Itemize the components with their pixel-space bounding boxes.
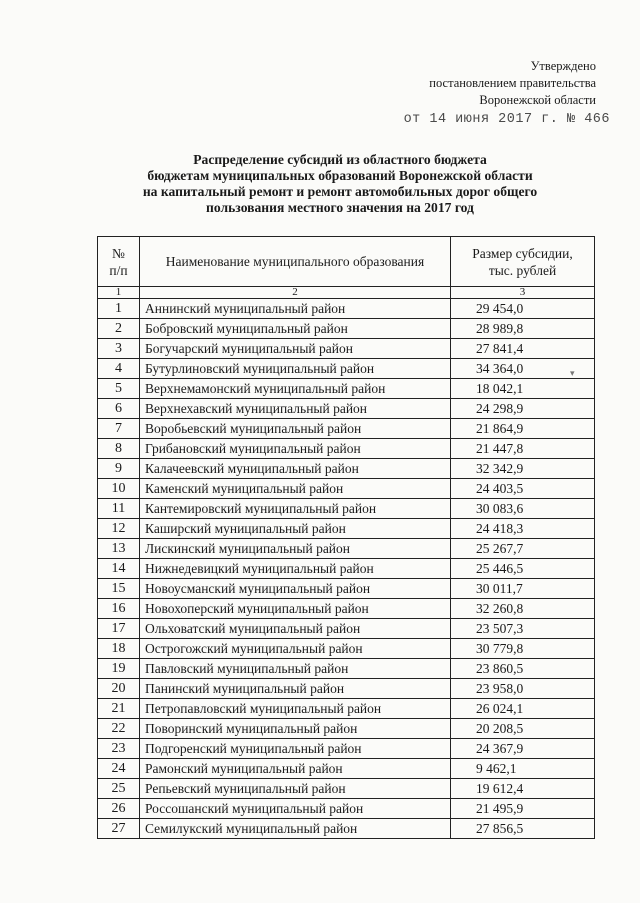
table-row: [98, 399, 595, 419]
row-number: 22: [98, 719, 140, 739]
table-row: [98, 459, 595, 479]
row-subsidy-value: 21 495,9: [451, 799, 595, 819]
table-row: [98, 779, 595, 799]
row-number: 8: [98, 439, 140, 459]
table-header-row: [98, 237, 595, 287]
row-district-name: Аннинский муниципальный район: [140, 299, 451, 319]
row-district-name: Рамонский муниципальный район: [140, 759, 451, 779]
row-subsidy-value: 23 958,0: [451, 679, 595, 699]
row-district-name: Бутурлиновский муниципальный район: [140, 359, 451, 379]
row-subsidy-value: 9 462,1: [451, 759, 595, 779]
row-subsidy-value: 20 208,5: [451, 719, 595, 739]
row-district-name: Острогожский муниципальный район: [140, 639, 451, 659]
row-number: 26: [98, 799, 140, 819]
title-line-4: пользования местного значения на 2017 год: [206, 200, 474, 215]
header-value: [451, 237, 595, 287]
table-row: [98, 319, 595, 339]
row-number: 7: [98, 419, 140, 439]
row-subsidy-value: 25 267,7: [451, 539, 595, 559]
row-subsidy-value: 21 447,8: [451, 439, 595, 459]
approval-block: [403, 58, 610, 128]
row-subsidy-value: 32 260,8: [451, 599, 595, 619]
table-row: [98, 739, 595, 759]
table-row: [98, 379, 595, 399]
row-district-name: Семилукский муниципальный район: [140, 819, 451, 839]
scan-mark: ▾: [570, 368, 575, 378]
row-number: 24: [98, 759, 140, 779]
approval-line-approved: Утверждено: [530, 59, 596, 73]
row-subsidy-value: 24 298,9: [451, 399, 595, 419]
table-row: [98, 659, 595, 679]
table-row: [98, 679, 595, 699]
row-district-name: Бобровский муниципальный район: [140, 319, 451, 339]
row-district-name: Панинский муниципальный район: [140, 679, 451, 699]
row-subsidy-value: 23 507,3: [451, 619, 595, 639]
row-number: 6: [98, 399, 140, 419]
column-index-2: 2: [140, 287, 451, 299]
approval-line-resolution: постановлением правительства: [429, 76, 596, 90]
row-number: 2: [98, 319, 140, 339]
row-number: 12: [98, 519, 140, 539]
row-number: 13: [98, 539, 140, 559]
table-row: [98, 599, 595, 619]
title-line-1: Распределение субсидий из областного бюджета: [193, 152, 487, 167]
column-index-1: 1: [98, 287, 140, 299]
table-row: [98, 639, 595, 659]
row-district-name: Подгоренский муниципальный район: [140, 739, 451, 759]
row-subsidy-value: 27 856,5: [451, 819, 595, 839]
title-line-3: на капитальный ремонт и ремонт автомобильных дорог общего: [142, 184, 538, 199]
row-subsidy-value: 32 342,9: [451, 459, 595, 479]
row-district-name: Нижнедевицкий муниципальный район: [140, 559, 451, 579]
table-row: [98, 559, 595, 579]
header-value-line-1: Размер субсидии,: [472, 245, 573, 261]
row-district-name: Воробьевский муниципальный район: [140, 419, 451, 439]
table-row: [98, 579, 595, 599]
subsidy-table: [97, 236, 595, 839]
row-number: 1: [98, 299, 140, 319]
row-district-name: Каменский муниципальный район: [140, 479, 451, 499]
row-number: 27: [98, 819, 140, 839]
row-district-name: Петропавловский муниципальный район: [140, 699, 451, 719]
row-subsidy-value: 23 860,5: [451, 659, 595, 679]
table-row: [98, 699, 595, 719]
row-subsidy-value: 30 083,6: [451, 499, 595, 519]
title-line-2: бюджетам муниципальных образований Воронежской области: [147, 168, 533, 183]
row-subsidy-value: 28 989,8: [451, 319, 595, 339]
header-name: Наименование муниципального образования: [140, 237, 451, 287]
header-value-line-2: тыс. рублей: [488, 262, 557, 278]
row-subsidy-value: 18 042,1: [451, 379, 595, 399]
table-row: [98, 299, 595, 319]
row-number: 15: [98, 579, 140, 599]
row-number: 23: [98, 739, 140, 759]
row-subsidy-value: 19 612,4: [451, 779, 595, 799]
table-row: [98, 539, 595, 559]
row-number: 5: [98, 379, 140, 399]
row-number: 3: [98, 339, 140, 359]
row-number: 14: [98, 559, 140, 579]
row-subsidy-value: 24 367,9: [451, 739, 595, 759]
row-district-name: Калачеевский муниципальный район: [140, 459, 451, 479]
row-number: 4: [98, 359, 140, 379]
row-district-name: Богучарский муниципальный район: [140, 339, 451, 359]
row-number: 17: [98, 619, 140, 639]
table-row: [98, 339, 595, 359]
row-subsidy-value: 26 024,1: [451, 699, 595, 719]
row-district-name: Россошанский муниципальный район: [140, 799, 451, 819]
row-number: 20: [98, 679, 140, 699]
table-row: [98, 499, 595, 519]
table-row: [98, 359, 595, 379]
row-number: 10: [98, 479, 140, 499]
row-district-name: Новоусманский муниципальный район: [140, 579, 451, 599]
header-number-symbol: №: [112, 245, 125, 261]
row-district-name: Новохоперский муниципальный район: [140, 599, 451, 619]
row-subsidy-value: 25 446,5: [451, 559, 595, 579]
table-row: [98, 819, 595, 839]
document-title: [80, 152, 600, 216]
table-row: [98, 479, 595, 499]
table-row: [98, 619, 595, 639]
row-number: 9: [98, 459, 140, 479]
approval-date-stamp: от 14 июня 2017 г. № 466: [403, 112, 610, 127]
row-district-name: Верхнехавский муниципальный район: [140, 399, 451, 419]
row-district-name: Репьевский муниципальный район: [140, 779, 451, 799]
table-row: [98, 759, 595, 779]
row-number: 16: [98, 599, 140, 619]
header-number: [98, 237, 140, 287]
row-subsidy-value: 34 364,0: [451, 359, 595, 379]
row-district-name: Грибановский муниципальный район: [140, 439, 451, 459]
row-district-name: Павловский муниципальный район: [140, 659, 451, 679]
row-subsidy-value: 27 841,4: [451, 339, 595, 359]
row-district-name: Ольховатский муниципальный район: [140, 619, 451, 639]
row-district-name: Лискинский муниципальный район: [140, 539, 451, 559]
row-subsidy-value: 24 403,5: [451, 479, 595, 499]
row-number: 25: [98, 779, 140, 799]
table-row: [98, 519, 595, 539]
row-subsidy-value: 24 418,3: [451, 519, 595, 539]
table-row: [98, 439, 595, 459]
row-district-name: Верхнемамонский муниципальный район: [140, 379, 451, 399]
column-index-row: [98, 287, 595, 299]
row-number: 11: [98, 499, 140, 519]
row-subsidy-value: 29 454,0: [451, 299, 595, 319]
table-row: [98, 419, 595, 439]
row-number: 18: [98, 639, 140, 659]
row-district-name: Кантемировский муниципальный район: [140, 499, 451, 519]
table-row: [98, 799, 595, 819]
row-number: 19: [98, 659, 140, 679]
row-subsidy-value: 21 864,9: [451, 419, 595, 439]
row-district-name: Каширский муниципальный район: [140, 519, 451, 539]
approval-line-region: Воронежской области: [479, 93, 596, 107]
row-subsidy-value: 30 779,8: [451, 639, 595, 659]
row-subsidy-value: 30 011,7: [451, 579, 595, 599]
column-index-3: 3: [451, 287, 595, 299]
header-number-abbr: п/п: [109, 262, 128, 278]
row-district-name: Поворинский муниципальный район: [140, 719, 451, 739]
table-body: [98, 299, 595, 839]
table-row: [98, 719, 595, 739]
row-number: 21: [98, 699, 140, 719]
